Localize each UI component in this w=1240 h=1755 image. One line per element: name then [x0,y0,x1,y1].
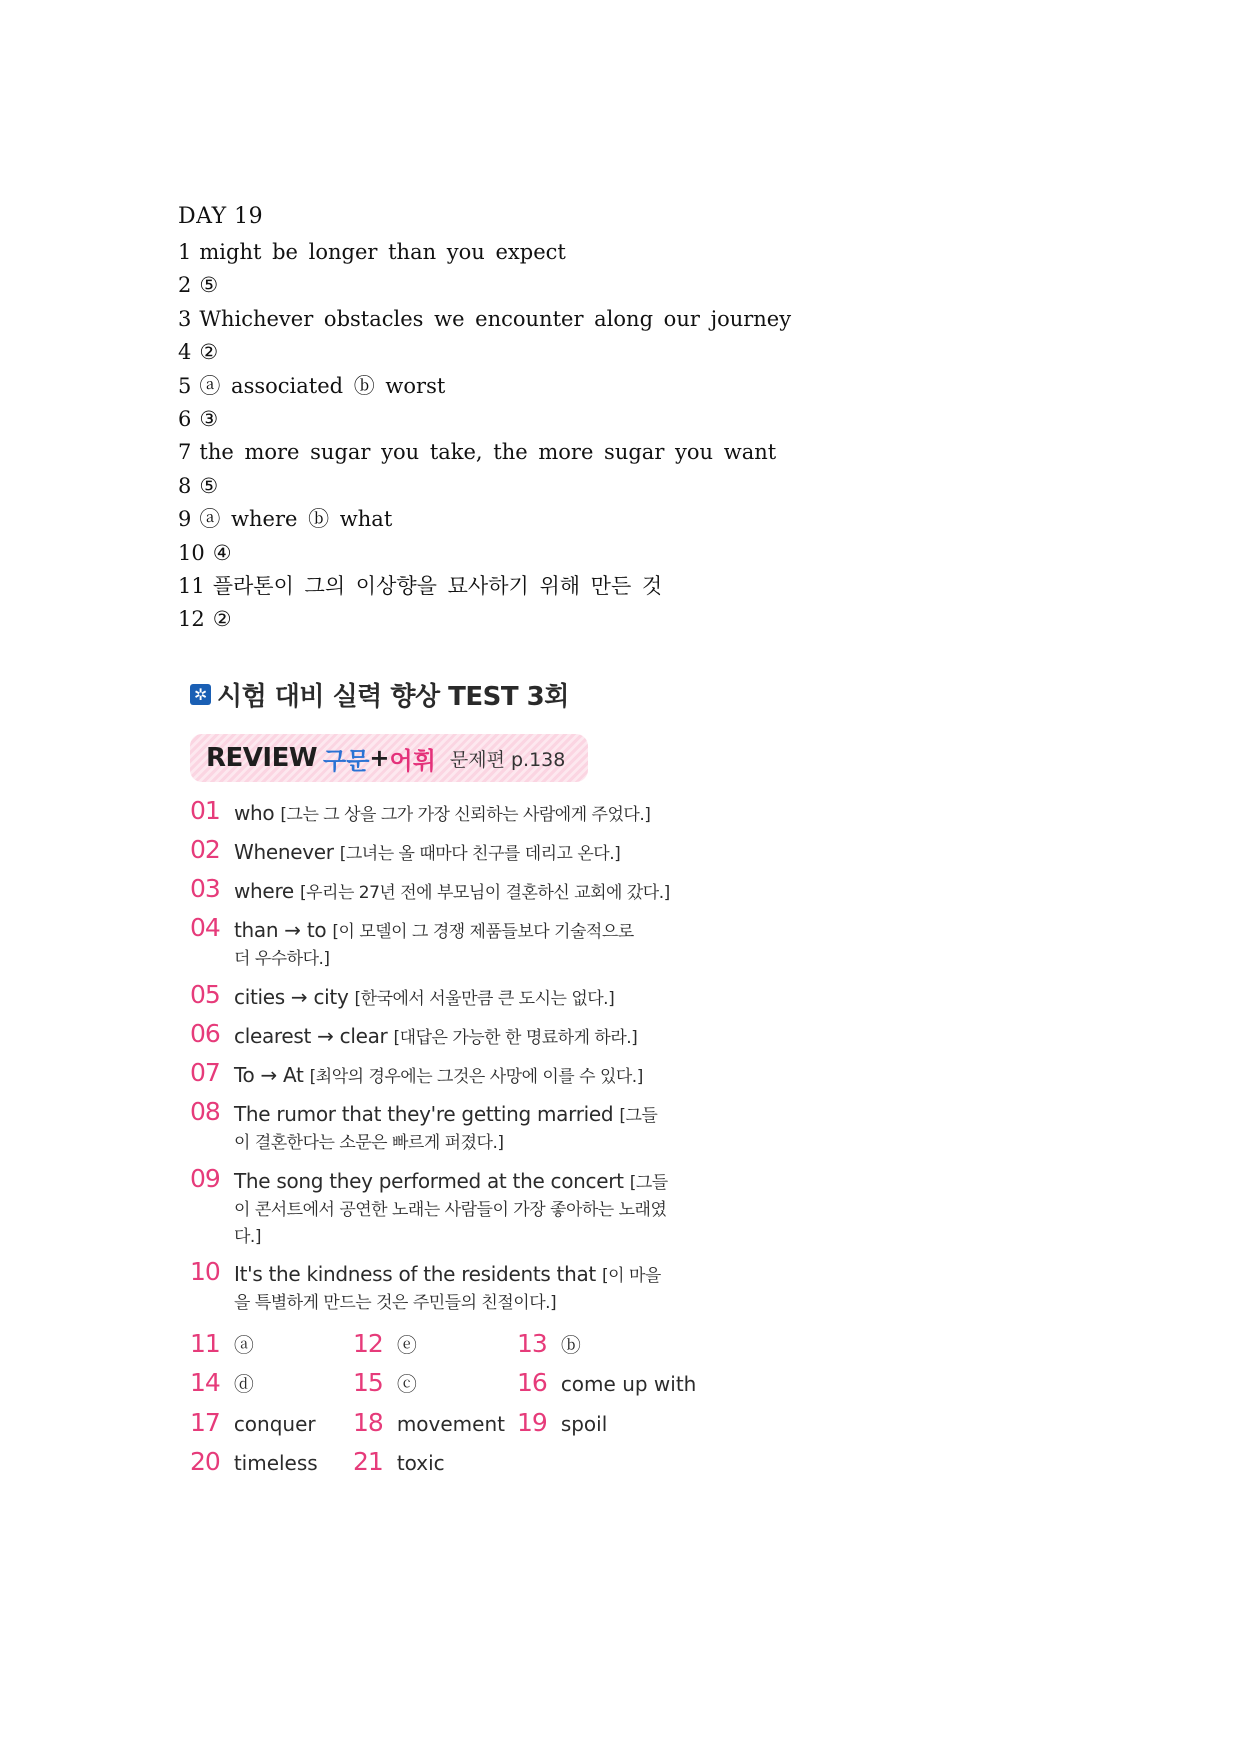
answer-number: 7 [178,440,192,465]
star-icon: ✲ [190,684,211,705]
answer-text: ⑤ [199,273,219,298]
item-number: 05 [190,980,220,1009]
review-page-ref: 문제편 p.138 [449,748,566,771]
vocab-text: ⓓ [233,1372,254,1396]
item-translation: [그는 그 상을 그가 가장 신뢰하는 사람에게 주었다.] [280,805,651,825]
answer-row [178,570,791,603]
answer-number: 3 [178,306,192,331]
vocab-text: ⓐ [233,1333,254,1357]
answer-number: 8 [178,473,192,498]
answer-number: 4 [178,340,192,365]
vocab-number: 17 [190,1408,220,1437]
section-title-text: 시험 대비 실력 향상 TEST 3회 [217,681,569,712]
item-translation: [한국에서 서울만큼 큰 도시는 없다.] [354,989,615,1009]
item-answer: clearest → clear [234,1024,388,1048]
item-number: 02 [190,835,220,864]
answer-row [178,370,791,403]
answer-row [178,503,791,536]
item-number: 10 [190,1257,220,1286]
answer-row [178,603,791,636]
vocab-answer [190,1409,316,1438]
review-grammar: 구문 [323,746,370,775]
item-answer: It's the kindness of the residents that [234,1262,596,1286]
item-answer: than → to [234,918,327,942]
vocab-text: ⓔ [396,1333,417,1357]
vocab-text: ⓒ [396,1372,417,1396]
vocab-answer [353,1369,417,1398]
answer-text: ⑤ [199,473,219,498]
item-answer: The song they performed at the concert [234,1169,624,1193]
review-plus: + [369,744,390,772]
vocab-text: come up with [560,1372,697,1396]
vocab-text: movement [396,1412,505,1436]
vocab-number: 18 [353,1408,383,1437]
answer-number: 11 [178,573,205,598]
item-number: 06 [190,1019,220,1048]
review-word: REVIEW [206,743,318,773]
vocab-answer [190,1330,254,1359]
answer-text: Whichever obstacles we encounter along our journey [199,306,792,331]
vocab-answer [190,1369,254,1398]
item-number: 03 [190,874,220,903]
vocab-number: 19 [517,1408,547,1437]
answer-row [178,436,791,469]
item-number: 08 [190,1097,220,1126]
answer-text: ④ [212,540,232,565]
item-translation: [그들이 콘서트에서 공연한 노래는 사람들이 가장 좋아하는 노래였다.] [234,1173,668,1247]
item-answer: To → At [234,1063,304,1087]
answer-text: 플라톤이 그의 이상향을 묘사하기 위해 만든 것 [212,573,663,598]
item-translation: [최악의 경우에는 그것은 사망에 이를 수 있다.] [309,1067,643,1087]
item-number: 09 [190,1164,220,1193]
review-banner [190,734,588,782]
vocab-answer [353,1330,417,1359]
item-answer: Whenever [234,840,334,864]
item-number: 07 [190,1058,220,1087]
vocab-text: ⓑ [560,1333,581,1357]
test-section [190,676,697,1476]
vocab-answer [517,1330,581,1359]
answer-row [178,470,791,503]
answer-list [178,236,791,637]
vocab-number: 20 [190,1447,220,1476]
answer-number: 10 [178,540,205,565]
answer-row [178,537,791,570]
section-title [190,676,569,712]
item-translation: [이 마을을 특별하게 만드는 것은 주민들의 친절이다.] [234,1266,661,1313]
answer-row [178,303,791,336]
answer-text: ② [199,340,219,365]
item-translation: [이 모델이 그 경쟁 제품들보다 기술적으로 더 우수하다.] [234,922,634,969]
answer-text: ⓐ where ⓑ what [199,507,393,532]
answer-number: 2 [178,273,192,298]
item-translation: [그들이 결혼한다는 소문은 빠르게 퍼졌다.] [234,1106,658,1153]
item-answer: cities → city [234,985,349,1009]
vocab-text: timeless [233,1451,318,1475]
item-number: 04 [190,913,220,942]
vocab-answer [517,1409,607,1438]
item-answer: The rumor that they're getting married [234,1102,614,1126]
vocab-answer [517,1369,696,1398]
item-translation: [우리는 27년 전에 부모님이 결혼하신 교회에 갔다.] [299,883,670,903]
answer-number: 6 [178,406,192,431]
answer-text: the more sugar you take, the more sugar you want [199,440,777,465]
vocab-answer [353,1448,445,1477]
vocab-number: 12 [353,1329,383,1358]
vocab-answer [190,1448,318,1477]
answer-row [178,336,791,369]
item-translation: [대답은 가능한 한 명료하게 하라.] [393,1028,638,1048]
answer-row [178,269,791,302]
item-translation: [그녀는 올 때마다 친구를 데리고 온다.] [339,844,621,864]
answer-text: ③ [199,406,219,431]
vocab-number: 16 [517,1368,547,1397]
vocab-text: toxic [396,1451,445,1475]
vocab-text: conquer [233,1412,316,1436]
vocab-number: 14 [190,1368,220,1397]
answer-text: might be longer than you expect [199,240,566,264]
answer-text: ② [212,607,232,632]
day-title: DAY 19 [178,204,264,229]
vocab-number: 11 [190,1329,220,1358]
vocab-number: 21 [353,1447,383,1476]
item-number: 01 [190,796,220,825]
item-answer: where [234,879,294,903]
vocab-text: spoil [560,1412,608,1436]
vocab-number: 15 [353,1368,383,1397]
answer-row [178,403,791,436]
item-answer: who [234,801,275,825]
answer-number: 9 [178,507,192,532]
answer-number: 12 [178,607,205,632]
answer-number: 1 [178,240,192,264]
answer-row [178,236,791,269]
answer-text: ⓐ associated ⓑ worst [199,373,446,398]
vocab-answer [353,1409,505,1438]
review-vocab: 어휘 [389,746,436,775]
answer-number: 5 [178,373,192,398]
vocab-number: 13 [517,1329,547,1358]
